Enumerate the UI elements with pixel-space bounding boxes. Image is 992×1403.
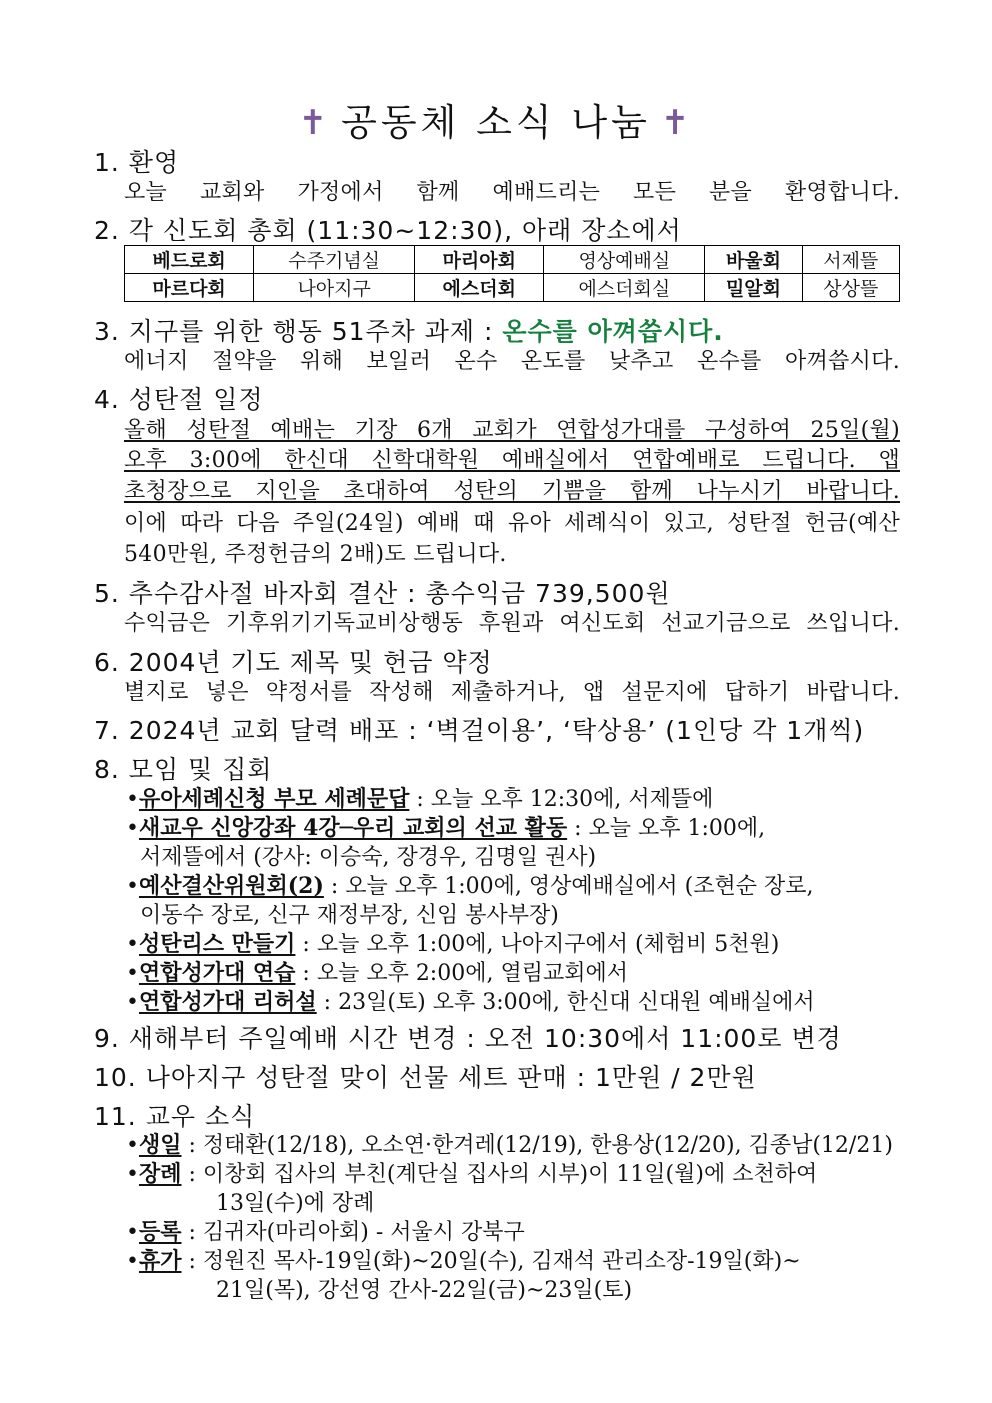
section-4-line: 초청장으로 지인을 초대하여 성탄의 기쁨을 함께 나누시기 바랍니다. xyxy=(124,479,900,504)
section-3-body: 에너지 절약을 위해 보일러 온수 온도를 낮추고 온수를 아껴씁시다. xyxy=(124,349,900,374)
section-6-body: 별지로 넣은 약정서를 작성해 제출하거나, 앱 설문지에 답하기 바랍니다. xyxy=(124,680,900,705)
item-lead: 성탄리스 만들기 xyxy=(138,931,296,957)
section-3-heading-text: 3. 지구를 위한 행동 51주차 과제 : xyxy=(94,317,503,346)
group-place: 상상뜰 xyxy=(802,274,899,302)
group-place: 서제뜰 xyxy=(802,246,899,274)
section-5-heading: 5. 추수감사절 바자회 결산 : 총수익금 739,500원 xyxy=(94,579,671,608)
section-11-heading: 11. 교우 소식 xyxy=(94,1102,256,1131)
group-name: 마르다회 xyxy=(125,274,254,302)
item-lead: 등록 xyxy=(138,1219,182,1245)
group-name: 에스더회 xyxy=(415,274,544,302)
section-1-body: 오늘 교회와 가정에서 함께 예배드리는 모든 분을 환영합니다. xyxy=(124,180,900,205)
list-item: •성탄리스 만들기 : 오늘 오후 1:00에, 나아지구에서 (체험비 5천원) xyxy=(126,931,780,957)
item-lead: 연합성가대 연습 xyxy=(138,960,296,986)
list-item: •장례 : 이창회 집사의 부친(계단실 집사의 시부)이 11일(월)에 소천하여 xyxy=(126,1161,818,1187)
section-7-heading: 7. 2024년 교회 달력 배포 : ‘벽걸이용’, ‘탁상용’ (1인당 각 1개씩) xyxy=(94,716,865,745)
item-detail: : 오늘 오후 1:00에, 나아지구에서 (체험비 5천원) xyxy=(295,932,780,957)
section-3-highlight: 온수를 아껴씁시다. xyxy=(502,317,724,346)
section-4-line: 이에 따라 다음 주일(24일) 예배 때 유아 세례식이 있고, 성탄절 헌금(예산 xyxy=(124,511,900,536)
group-name: 마리아회 xyxy=(415,246,544,274)
cross-icon: ✝ xyxy=(298,103,332,143)
list-item: •예산결산위원회(2) : 오늘 오후 1:00에, 영상예배실에서 (조현순 장로, xyxy=(126,873,814,899)
list-item: •연합성가대 연습 : 오늘 오후 2:00에, 열림교회에서 xyxy=(126,960,628,986)
group-place: 수주기념실 xyxy=(254,246,415,274)
item-detail: : 정태환(12/18), 오소연·한겨레(12/19), 한용상(12/20), 김종남(12/21) xyxy=(181,1133,893,1158)
list-item: •생일 : 정태환(12/18), 오소연·한겨레(12/19), 한용상(12/20), 김종남(12/21) xyxy=(126,1132,893,1158)
item-detail: : 김귀자(마리아회) - 서울시 강북구 xyxy=(181,1220,525,1245)
list-item: •연합성가대 리허설 : 23일(토) 오후 3:00에, 한신대 신대원 예배실에서 xyxy=(126,989,815,1015)
table-row xyxy=(125,274,900,302)
item-detail: : 이창회 집사의 부친(계단실 집사의 시부)이 11일(월)에 소천하여 xyxy=(181,1162,818,1187)
table-row xyxy=(125,246,900,274)
list-item: •등록 : 김귀자(마리아회) - 서울시 강북구 xyxy=(126,1219,525,1245)
item-continuation: 서제뜰에서 (강사: 이승숙, 장경우, 김명일 권사) xyxy=(140,845,597,870)
page-title-text: 공동체 소식 나눔 xyxy=(341,101,651,144)
item-lead: 장례 xyxy=(138,1161,182,1187)
section-4-line: 540만원, 주정헌금의 2배)도 드립니다. xyxy=(124,542,507,567)
group-meeting-table xyxy=(124,245,900,302)
group-place: 에스더회실 xyxy=(544,274,705,302)
section-4-line: 오후 3:00에 한신대 신학대학원 예배실에서 연합예배로 드립니다. 앱 xyxy=(124,448,900,473)
item-detail: : 정원진 목사-19일(화)~20일(수), 김재석 관리소장-19일(화)~ xyxy=(181,1249,801,1274)
item-detail: : 오늘 오후 1:00에, xyxy=(567,816,766,841)
item-lead: 생일 xyxy=(138,1132,182,1158)
page-title xyxy=(0,92,992,146)
group-name: 바울회 xyxy=(705,246,802,274)
item-detail: : 23일(토) 오후 3:00에, 한신대 신대원 예배실에서 xyxy=(316,990,815,1015)
section-4-line: 올해 성탄절 예배는 기장 6개 교회가 연합성가대를 구성하여 25일(월) xyxy=(124,418,900,443)
section-6-heading: 6. 2004년 기도 제목 및 헌금 약정 xyxy=(94,648,493,677)
item-lead: 새교우 신앙강좌 4강─우리 교회의 선교 활동 xyxy=(138,815,568,841)
item-detail: : 오늘 오후 2:00에, 열림교회에서 xyxy=(295,961,628,986)
group-place: 나아지구 xyxy=(254,274,415,302)
item-detail: : 오늘 오후 12:30에, 서제뜰에 xyxy=(409,787,714,812)
section-10-heading: 10. 나아지구 성탄절 맞이 선물 세트 판매 : 1만원 / 2만원 xyxy=(94,1063,757,1092)
section-5-body: 수익금은 기후위기기독교비상행동 후원과 여신도회 선교기금으로 쓰입니다. xyxy=(124,611,900,636)
section-4-heading: 4. 성탄절 일정 xyxy=(94,385,264,414)
section-8-heading: 8. 모임 및 집회 xyxy=(94,755,273,784)
item-detail: : 오늘 오후 1:00에, 영상예배실에서 (조현순 장로, xyxy=(323,874,814,899)
item-lead: 예산결산위원회(2) xyxy=(138,873,324,899)
item-lead: 연합성가대 리허설 xyxy=(138,989,317,1015)
group-name: 밀알회 xyxy=(705,274,802,302)
group-name: 베드로회 xyxy=(125,246,254,274)
item-continuation: 21일(목), 강선영 간사-22일(금)~23일(토) xyxy=(216,1278,633,1303)
list-item: •휴가 : 정원진 목사-19일(화)~20일(수), 김재석 관리소장-19일(화)~ xyxy=(126,1248,801,1274)
item-continuation: 이동수 장로, 신구 재정부장, 신임 봉사부장) xyxy=(140,903,559,928)
list-item: •유아세례신청 부모 세례문답 : 오늘 오후 12:30에, 서제뜰에 xyxy=(126,786,714,812)
section-1-heading: 1. 환영 xyxy=(94,148,180,177)
list-item: •새교우 신앙강좌 4강─우리 교회의 선교 활동 : 오늘 오후 1:00에, xyxy=(126,815,766,841)
item-continuation: 13일(수)에 장례 xyxy=(216,1191,375,1216)
cross-icon: ✝ xyxy=(660,103,694,143)
group-place: 영상예배실 xyxy=(544,246,705,274)
section-3-heading xyxy=(94,312,724,348)
section-9-heading: 9. 새해부터 주일예배 시간 변경 : 오전 10:30에서 11:00로 변경 xyxy=(94,1024,842,1053)
item-lead: 휴가 xyxy=(138,1248,182,1274)
item-lead: 유아세례신청 부모 세례문답 xyxy=(138,786,410,812)
section-2-heading: 2. 각 신도회 총회 (11:30~12:30), 아래 장소에서 xyxy=(94,216,682,245)
